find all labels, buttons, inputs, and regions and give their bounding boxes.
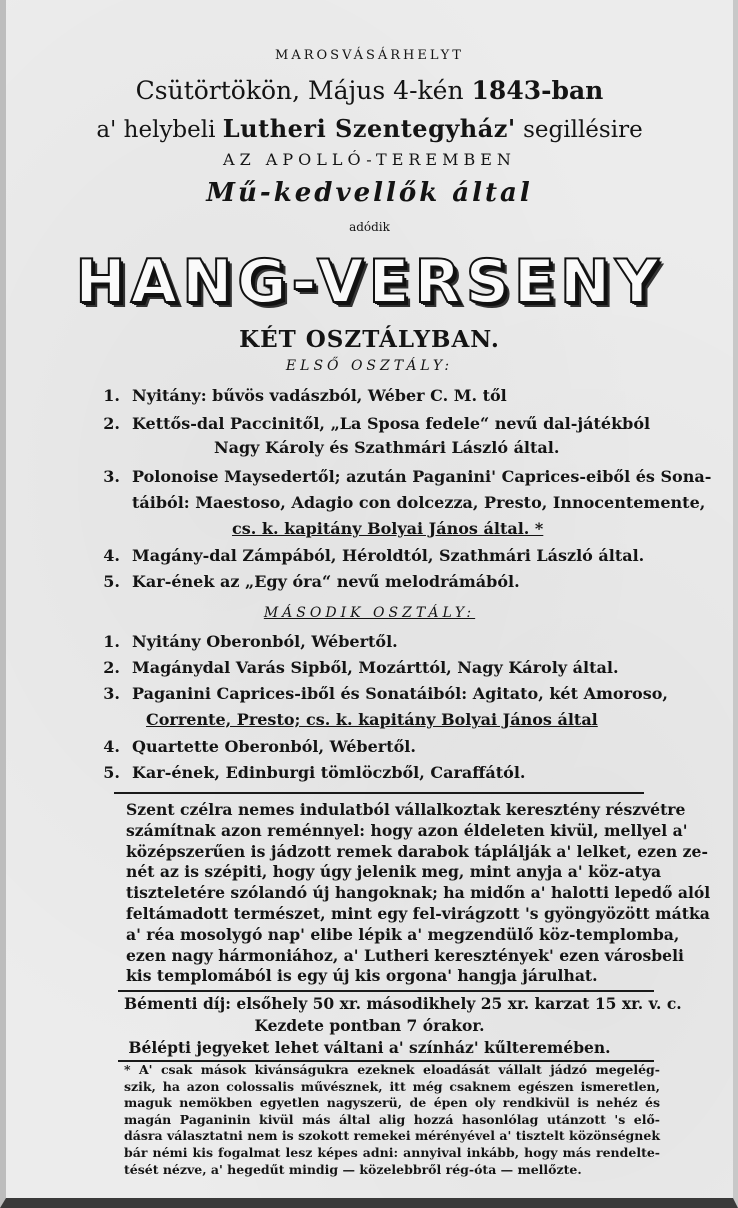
item-number: 1.	[103, 386, 120, 405]
ticket-info: Bélépti jegyeket lehet váltani a' színház' kűlteremében.	[128, 1038, 611, 1057]
item-text: táiból: Maestoso, Adagio con dolcezza, Presto, Innocentemente,	[132, 493, 706, 512]
item-number: 1.	[103, 632, 120, 651]
paragraph-line: nét az is szépiti, hogy úgy jelenik meg, mint anyja a' köz-atya	[126, 862, 662, 882]
church-line	[6, 114, 733, 143]
divider	[118, 990, 654, 992]
concert-title: HANG-VERSENY	[75, 247, 664, 317]
item-number: 5.	[103, 572, 120, 591]
paragraph-line: számítnak azon reménnyel: hogy azon éldeleten kivül, mellyel a'	[126, 820, 688, 840]
date-year: 1843-ban	[471, 76, 604, 105]
item-text: cs. k. kapitány Bolyai János által. *	[232, 519, 544, 538]
paragraph-line: a' réa mosolygó nap' elibe lépik a' megzendülő köz-templomba,	[126, 924, 680, 944]
item-number: 2.	[103, 414, 120, 433]
town-name: MAROSVÁSÁRHELYT	[275, 48, 464, 63]
footnote	[124, 1062, 660, 1178]
part1-title: ELSŐ OSZTÁLY:	[285, 358, 454, 374]
item-text: Kar-ének az „Egy óra“ nevű melodrámából.	[132, 572, 520, 591]
item-number: 4.	[103, 737, 120, 756]
church-name: Lutheri Szentegyház'	[222, 114, 516, 143]
item-number: 3.	[103, 684, 120, 703]
item-number: 2.	[103, 658, 120, 677]
paragraph-line: feltámadott természet, mint egy fel-virágzott 's gyöngyözött mátka	[126, 903, 710, 923]
item-text: Kettős-dal Paccinitől, „La Sposa fedele“ nevű dal-játékból	[132, 414, 651, 433]
divider	[114, 792, 644, 794]
paragraph-line: Szent czélra nemes indulatból vállalkoztak keresztény részvétre	[126, 800, 686, 819]
admission-fees: Bémenti díj: elsőhely 50 xr. másodikhely 25 xr. karzat 15 xr. v. c.	[124, 994, 682, 1013]
venue: AZ APOLLÓ-TEREMBEN	[223, 150, 516, 169]
item-text: Polonoise Maysedertől; azután Paganini' Caprices-eiből és Sona-	[132, 467, 712, 486]
date-text: Csütörtökön, Május 4-kén	[135, 76, 472, 105]
church-suffix: segillésire	[515, 117, 643, 143]
appeal-paragraph	[126, 800, 711, 987]
part2-title: MÁSODIK OSZTÁLY:	[263, 605, 476, 621]
footnote-line: bár némi kis fogalmat lesz képes adni: annyival inkább, hogy más rendelte-	[124, 1144, 660, 1160]
given-word: adódik	[349, 220, 390, 234]
footnote-line: magán Paganinin kivül más által alig hozzá hasonlólag utánzott 's elő-	[124, 1111, 660, 1127]
event-date	[6, 76, 733, 105]
item-text: Nyitány Oberonból, Wébertől.	[132, 632, 398, 651]
item-text: Quartette Oberonból, Wébertől.	[132, 737, 416, 756]
footnote-line: * A' csak mások kivánságukra ezeknek eloadását vállalt jádzó megelég-	[124, 1062, 660, 1077]
footnote-line: szik, ha azon colossalis művésznek, itt még csaknem egészen ismeretlen,	[124, 1078, 660, 1094]
parts-heading: KÉT OSZTÁLYBAN.	[239, 326, 500, 353]
item-text: Magánydal Varás Sipből, Mozárttól, Nagy Károly által.	[132, 658, 619, 677]
footnote-line: tését nézve, a' hegedűt mindig — közelebbről rég-óta — mellőzte.	[124, 1161, 582, 1177]
item-text: Nagy Károly és Szathmári László által.	[214, 438, 560, 457]
footnote-line: dásra választatni nem is szokott remekei mérényével a' tisztelt közönségnek	[124, 1128, 660, 1144]
paragraph-line: kis templomából is egy új kis orgona' hangja járulhat.	[126, 966, 598, 986]
church-prefix: a' helybeli	[96, 117, 223, 143]
paragraph-line: tiszteletére szólandó új hangoknak; ha midőn a' halotti lepedő alól	[126, 883, 711, 903]
footnote-line: maguk nemökben egyetlen nagyszerü, de épen oly rendkivül is nehéz és	[124, 1095, 660, 1111]
item-text: Kar-ének, Edinburgi tömlöczből, Caraffától.	[132, 763, 526, 782]
item-text: Nyitány: bűvös vadászból, Wéber C. M. től	[132, 386, 507, 405]
paragraph-line: ezen nagy hármoniához, a' Lutheri keresztények' ezen városbeli	[126, 945, 684, 965]
item-text: Magány-dal Zámpából, Héroldtól, Szathmári László által.	[132, 546, 645, 565]
item-text: Paganini Caprices-iből és Sonatáiból: Agitato, két Amoroso,	[132, 684, 668, 703]
item-text: Corrente, Presto; cs. k. kapitány Bolyai János által	[146, 710, 598, 729]
item-number: 4.	[103, 546, 120, 565]
item-number: 3.	[103, 467, 120, 486]
performers-line: Mű-kedvellők által	[206, 178, 533, 208]
start-time: Kezdete pontban 7 órakor.	[254, 1016, 485, 1035]
item-number: 5.	[103, 763, 120, 782]
paragraph-line: középszerűen is jádzott remek darabok táplálják a' lelket, ezen ze-	[126, 841, 708, 861]
